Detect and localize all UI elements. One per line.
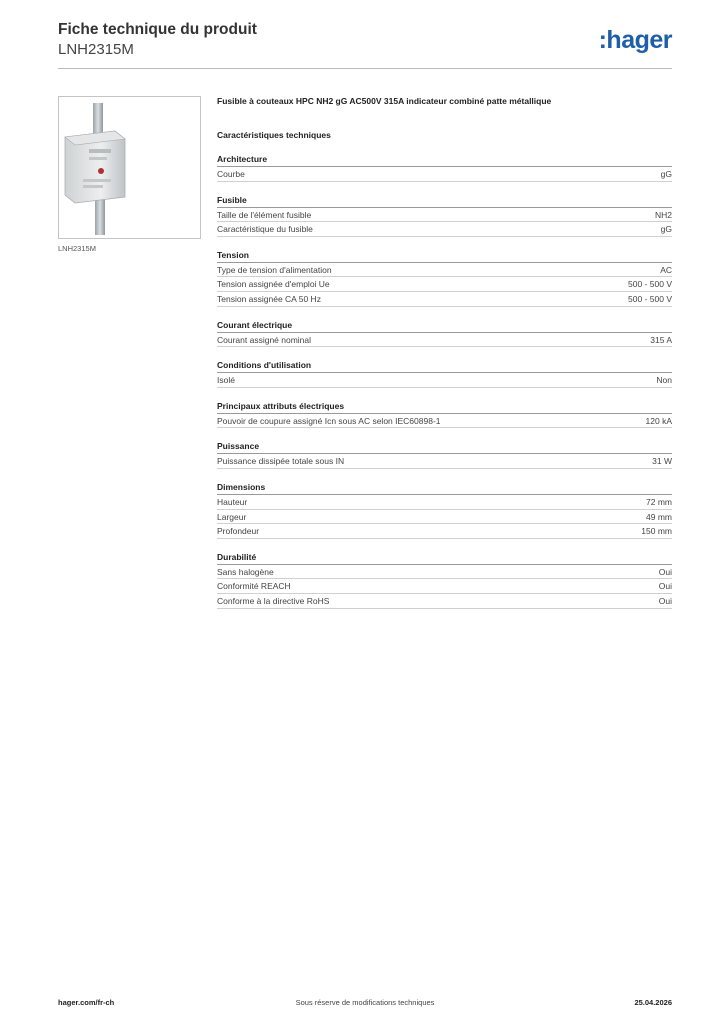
spec-label: Sans halogène (217, 566, 274, 577)
spec-label: Isolé (217, 375, 235, 386)
fuse-product-photo-icon (59, 97, 200, 238)
spec-group-architecture (217, 153, 672, 182)
spec-label: Courbe (217, 169, 245, 179)
spec-label: Caractéristique du fusible (217, 224, 313, 235)
footer-notice: Sous réserve de modifications techniques (295, 998, 435, 1007)
product-photo-frame (58, 96, 201, 239)
spec-row (217, 373, 672, 388)
spec-group-attributs-electriques (217, 400, 672, 429)
spec-group-tension (217, 249, 672, 307)
spec-label: Tension assignée CA 50 Hz (217, 293, 321, 304)
spec-value: 150 mm (641, 526, 672, 537)
spec-group-title: Tension (217, 249, 672, 263)
spec-row (217, 333, 672, 348)
spec-row (217, 579, 672, 594)
spec-value: 72 mm (646, 496, 672, 507)
footer-date: 25.04.2026 (634, 998, 672, 1007)
spec-group-title: Durabilité (217, 551, 672, 565)
page-header (58, 20, 672, 68)
spec-label: Largeur (217, 511, 247, 522)
product-content (217, 95, 672, 621)
product-description: Fusible à couteaux HPC NH2 gG AC500V 315A indicateur combiné patte métallique (217, 96, 552, 106)
spec-group-title: Dimensions (217, 481, 672, 495)
spec-value: Oui (658, 566, 672, 577)
spec-value: Oui (658, 595, 672, 606)
specifications-heading: Caractéristiques techniques (217, 130, 331, 140)
spec-row (217, 222, 672, 237)
spec-value: 120 kA (645, 415, 672, 426)
spec-label: Courant assigné nominal (217, 334, 312, 345)
spec-label: Hauteur (217, 496, 248, 507)
header-divider (58, 68, 672, 69)
spec-row (217, 594, 672, 609)
spec-row (217, 565, 672, 580)
spec-group-dimensions (217, 481, 672, 539)
spec-label: Profondeur (217, 526, 260, 537)
spec-group-courant (217, 319, 672, 348)
spec-value: 500 - 500 V (628, 293, 672, 304)
hager-logo: :hager (598, 26, 672, 54)
spec-row (217, 208, 672, 223)
spec-group-title: Puissance (217, 440, 672, 454)
spec-group-title: Courant électrique (217, 319, 672, 333)
spec-row (217, 167, 672, 182)
spec-label: Taille de l'élément fusible (217, 209, 312, 220)
spec-value: 315 A (650, 334, 672, 345)
spec-row (217, 510, 672, 525)
product-reference: LNH2315M (58, 41, 134, 58)
spec-value: gG (660, 224, 672, 235)
spec-label: Conformité REACH (217, 581, 291, 592)
spec-row (217, 292, 672, 307)
spec-value: 49 mm (646, 511, 672, 522)
spec-value: AC (660, 264, 672, 275)
spec-label: Conforme à la directive RoHS (217, 595, 330, 606)
spec-label: Tension assignée d'emploi Ue (217, 279, 330, 290)
spec-value: gG (660, 169, 672, 179)
spec-row (217, 263, 672, 278)
spec-row (217, 277, 672, 292)
product-photo-caption: LNH2315M (58, 244, 96, 253)
spec-group-conditions (217, 359, 672, 388)
spec-label: Pouvoir de coupure assigné Icn sous AC selon IEC60898-1 (217, 415, 441, 426)
document-title: Fiche technique du produit (58, 21, 257, 38)
spec-group-title: Fusible (217, 194, 672, 208)
spec-group-title: Architecture (217, 153, 672, 167)
spec-row (217, 454, 672, 469)
spec-value: Oui (658, 581, 672, 592)
spec-group-title: Principaux attributs électriques (217, 400, 672, 414)
spec-row (217, 414, 672, 429)
spec-value: Non (656, 375, 672, 386)
spec-value: 500 - 500 V (628, 279, 672, 290)
spec-value: NH2 (654, 209, 672, 220)
spec-group-puissance (217, 440, 672, 469)
spec-group-durabilite (217, 551, 672, 609)
spec-group-fusible (217, 194, 672, 237)
spec-value: 31 W (652, 456, 672, 467)
spec-label: Puissance dissipée totale sous IN (217, 456, 345, 467)
spec-label: Type de tension d'alimentation (217, 264, 332, 275)
spec-row (217, 524, 672, 539)
spec-group-title: Conditions d'utilisation (217, 359, 672, 373)
spec-row (217, 495, 672, 510)
footer-website-link[interactable]: hager.com/fr-ch (58, 998, 115, 1007)
